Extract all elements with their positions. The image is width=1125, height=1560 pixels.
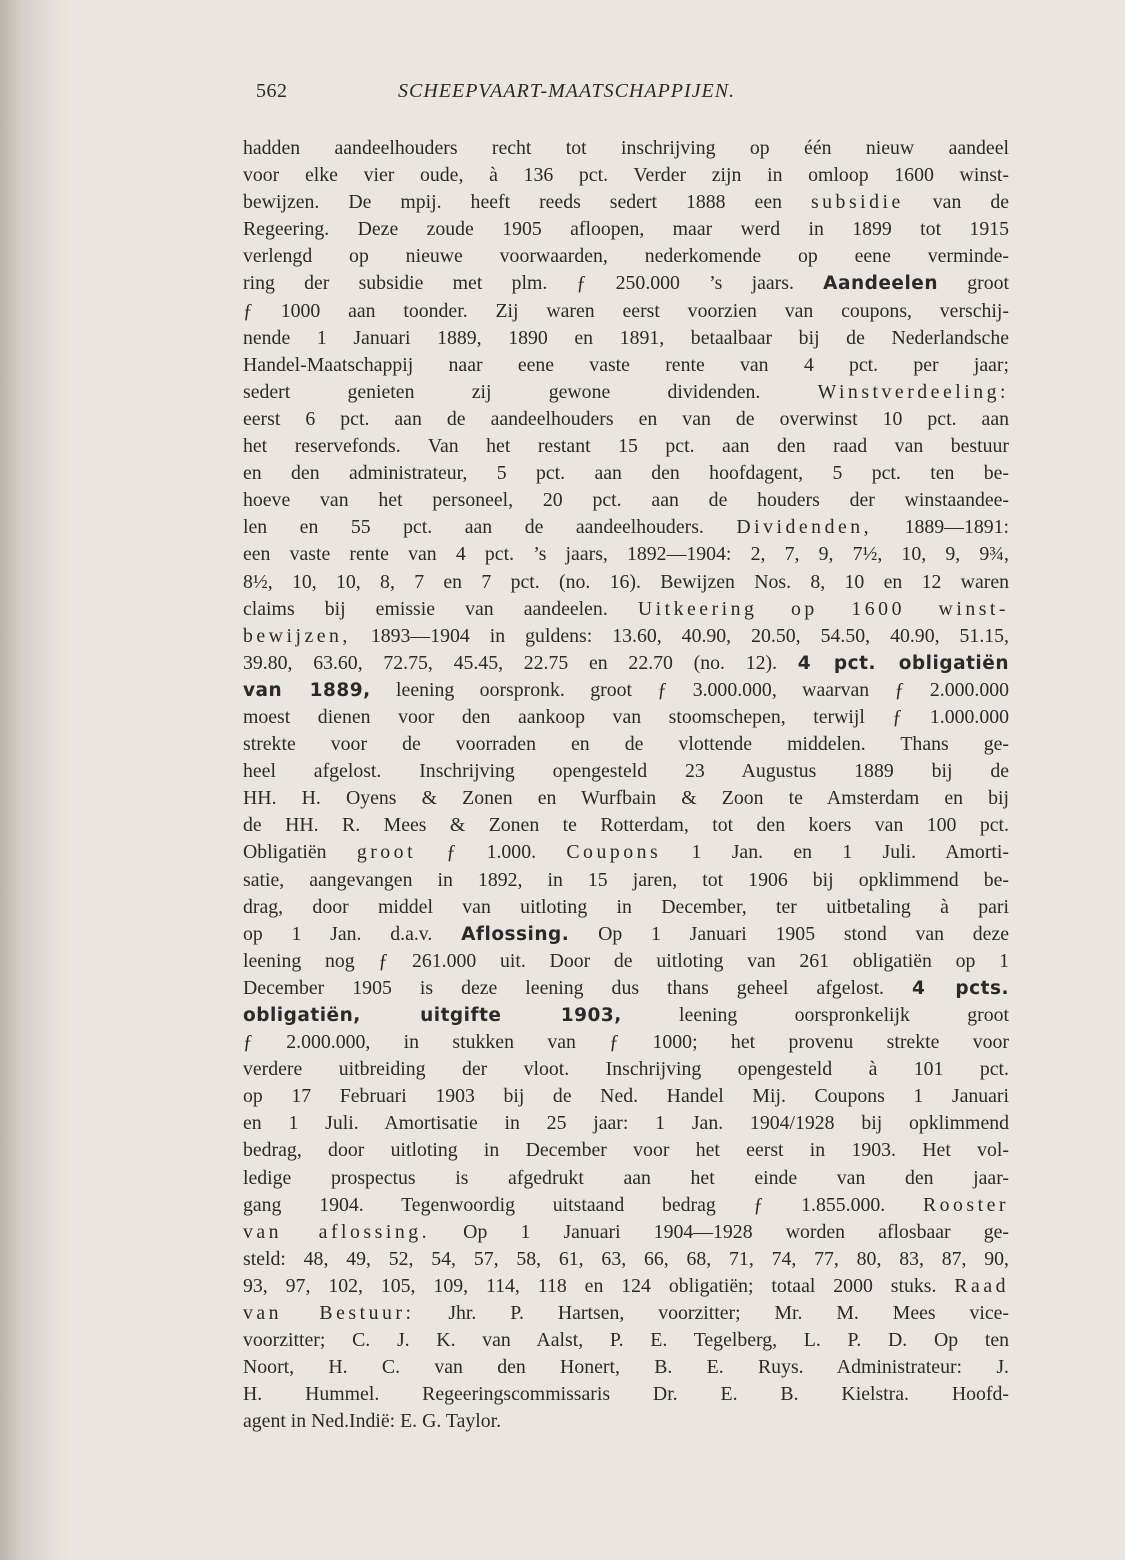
running-title: SCHEEPVAART-MAATSCHAPPIJEN. [398,80,736,102]
spaced-emphasis-run: Coupons [566,841,662,864]
text-run: bedrag, door uitloting in December voor het eerst in 1903. Het vol- [243,1139,1009,1162]
text-line [243,839,1009,866]
text-line [243,1110,1009,1137]
text-run: Jhr. P. Hartsen, voorzitter; Mr. M. Mees vice- [414,1302,1009,1325]
text-line [243,243,1009,270]
text-line [243,921,1009,948]
spaced-emphasis-run: subsidie [810,191,904,214]
text-run: moest dienen voor den aankoop van stoomschepen, terwijl ƒ 1.000.000 [243,705,1009,728]
book-spine-shadow [0,0,70,1560]
spaced-emphasis-run: van Bestuur: [243,1302,415,1325]
text-line [243,650,1009,677]
text-run: en den administrateur, 5 pct. aan den hoofdagent, 5 pct. ten be- [243,462,1009,485]
text-run: 1889—1891: [872,516,1009,539]
spaced-emphasis-run: groot [356,841,417,864]
bold-heading-run: van 1889, [243,679,371,701]
text-run: steld: 48, 49, 52, 54, 57, 58, 61, 63, 66, 68, 71, 74, 77, 80, 83, 87, 90, [243,1247,1009,1270]
bold-heading-run: Aflossing. [461,923,570,945]
text-line [243,1029,1009,1056]
page-header [256,80,856,110]
text-run: ledige prospectus is afgedrukt aan het einde van den jaar- [243,1166,1009,1189]
text-run: heel afgelost. Inschrijving opengesteld 23 Augustus 1889 bij de [243,760,1009,783]
text-run: 39.80, 63.60, 72.75, 45.45, 22.75 en 22.70 (no. 12). [243,651,798,674]
text-run: drag, door middel van uitloting in December, ter uitbetaling à pari [243,895,1009,918]
text-run: sedert genieten zij gewone dividenden. [243,380,818,403]
text-line [243,162,1009,189]
text-line [243,1273,1009,1300]
text-run: Noort, H. C. van den Honert, B. E. Ruys. Administrateur: J. [243,1356,1009,1379]
text-run: ƒ 1.000. [416,841,567,864]
text-run: leening oorspronkelijk groot [621,1004,1009,1026]
text-run: het reservefonds. Van het restant 15 pct. aan den raad van bestuur [243,435,1009,458]
text-run: satie, aangevangen in 1892, in 15 jaren, tot 1906 bij opklimmend be- [243,868,1009,891]
text-run: voorzitter; C. J. K. van Aalst, P. E. Tegelberg, L. P. D. Op ten [243,1329,1009,1352]
bold-heading-run: 4 pct. obligatiën [797,652,1009,674]
text-run: en 1 Juli. Amortisatie in 25 jaar: 1 Jan. 1904/1928 bij opklimmend [243,1112,1009,1135]
text-run: bewijzen. De mpij. heeft reeds sedert 1888 een [243,191,811,214]
text-run: Op 1 Januari 1905 stond van deze [569,922,1009,945]
text-line [243,1327,1009,1354]
text-line [243,704,1009,731]
text-run: een vaste rente van 4 pct. ’s jaars, 1892—1904: 2, 7, 9, 7½, 10, 9, 9¾, [243,543,1009,566]
text-run: ƒ 2.000.000, in stukken van ƒ 1000; het provenu strekte voor [243,1031,1009,1054]
text-line [243,1246,1009,1273]
text-run: de HH. R. Mees & Zonen te Rotterdam, tot den koers van 100 pct. [243,814,1009,837]
spaced-emphasis-run: Winstverdeeling: [817,380,1009,403]
text-line [243,894,1009,921]
text-run: December 1905 is deze leening dus thans geheel afgelost. [243,976,913,999]
text-run: van de [903,191,1009,214]
text-line [243,731,1009,758]
text-line [243,975,1009,1002]
text-line [243,867,1009,894]
text-line [243,379,1009,406]
text-run: eerst 6 pct. aan de aandeelhouders en van de overwinst 10 pct. aan [243,407,1009,430]
text-line [243,325,1009,352]
text-run: ƒ 1000 aan toonder. Zij waren eerst voorzien van coupons, verschij- [243,299,1009,322]
spaced-emphasis-run: Dividenden, [736,516,873,539]
text-line [243,460,1009,487]
text-run: leening nog ƒ 261.000 uit. Door de uitloting van 261 obligatiën op 1 [243,949,1009,972]
text-run: gang 1904. Tegenwoordig uitstaand bedrag ƒ 1.855.000. [243,1193,923,1216]
text-run: strekte voor de voorraden en de vlottende middelen. Thans ge- [243,733,1009,756]
text-run: Obligatiën [243,841,357,864]
text-run: 1 Jan. en 1 Juli. Amorti- [661,841,1009,864]
text-line [243,569,1009,596]
text-run: verdere uitbreiding der vloot. Inschrijving opengesteld à 101 pct. [243,1058,1009,1081]
text-run: agent in Ned.Indië: E. G. Taylor. [243,1410,502,1433]
spaced-emphasis-run: bewijzen, [243,624,351,647]
text-run: verlengd op nieuwe voorwaarden, nederkomende op eene verminde- [243,245,1009,268]
text-run: HH. H. Oyens & Zonen en Wurfbain & Zoon te Amsterdam en bij [243,787,1009,810]
text-line [243,785,1009,812]
text-line [243,135,1009,162]
text-line [243,189,1009,216]
text-line [243,1219,1009,1246]
text-line [243,1002,1009,1029]
text-line [243,216,1009,243]
text-run: op 1 Jan. d.a.v. [243,922,462,945]
text-line [243,1056,1009,1083]
bold-heading-run: 4 pcts. [912,977,1009,999]
text-line [243,948,1009,975]
text-run: 1893—1904 in guldens: 13.60, 40.90, 20.50, 54.50, 40.90, 51.15, [350,624,1009,647]
text-line [243,1408,1009,1435]
text-line [243,298,1009,325]
text-line [243,487,1009,514]
text-line [243,352,1009,379]
text-run: 93, 97, 102, 105, 109, 114, 118 en 124 obligatiën; totaal 2000 stuks. [243,1274,955,1297]
body-text [243,135,1009,1436]
text-run: voor elke vier oude, à 136 pct. Verder zijn in omloop 1600 winst- [243,164,1009,187]
spaced-emphasis-run: van aflossing. [243,1220,431,1243]
text-line [243,1381,1009,1408]
spaced-emphasis-run: Rooster [922,1193,1009,1216]
text-run: hadden aandeelhouders recht tot inschrijving op één nieuw aandeel [243,137,1009,159]
text-line [243,433,1009,460]
text-run: claims bij emissie van aandeelen. [243,597,638,620]
text-line [243,1192,1009,1219]
text-line [243,677,1009,704]
text-run: Regeering. Deze zoude 1905 afloopen, maar werd in 1899 tot 1915 [243,218,1009,241]
text-line [243,596,1009,623]
text-run: ring der subsidie met plm. ƒ 250.000 ’s jaars. [243,272,824,295]
bold-heading-run: Aandeelen [823,273,939,295]
text-line [243,406,1009,433]
text-line [243,1300,1009,1327]
text-run: leening oorspronk. groot ƒ 3.000.000, waarvan ƒ 2.000.000 [370,678,1009,701]
text-line [243,758,1009,785]
text-run: hoeve van het personeel, 20 pct. aan de houders der winstaandee- [243,489,1009,512]
text-line [243,812,1009,839]
text-line [243,623,1009,650]
text-run: op 17 Februari 1903 bij de Ned. Handel Mij. Coupons 1 Januari [243,1085,1009,1108]
text-line [243,1165,1009,1192]
text-line [243,1083,1009,1110]
text-run: Op 1 Januari 1904—1928 worden aflosbaar ge- [430,1220,1009,1243]
text-line [243,1137,1009,1164]
text-run: Handel-Maatschappij naar eene vaste rente van 4 pct. per jaar; [243,353,1009,376]
page-number: 562 [256,80,288,102]
spaced-emphasis-run: Raad [954,1274,1009,1297]
text-run: 8½, 10, 10, 8, 7 en 7 pct. (no. 16). Bewijzen Nos. 8, 10 en 12 waren [243,570,1009,593]
text-line [243,514,1009,541]
bold-heading-run: obligatiën, uitgifte 1903, [243,1005,622,1026]
text-run: nende 1 Januari 1889, 1890 en 1891, betaalbaar bij de Nederlandsche [243,326,1009,349]
text-line [243,1354,1009,1381]
text-line [243,270,1009,297]
text-run: H. Hummel. Regeeringscommissaris Dr. E. B. Kielstra. Hoofd- [243,1383,1009,1406]
text-run: len en 55 pct. aan de aandeelhouders. [243,516,737,539]
text-run: groot [938,272,1009,295]
spaced-emphasis-run: Uitkeering op 1600 winst- [637,597,1009,620]
text-line [243,541,1009,568]
